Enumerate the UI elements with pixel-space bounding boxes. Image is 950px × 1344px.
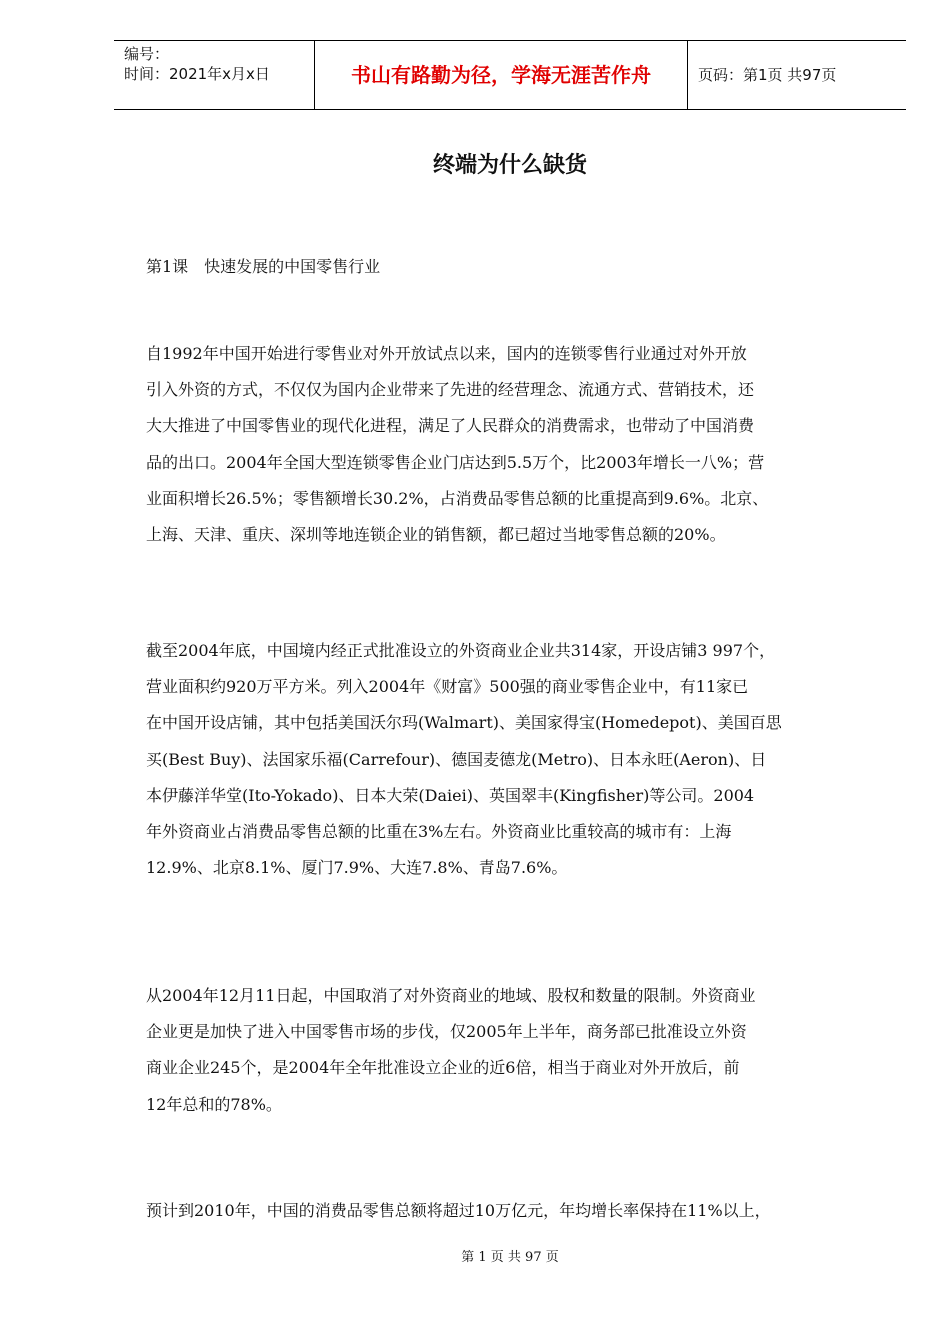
text-line: 预计到2010年，中国的消费品零售总额将超过10万亿元，年均增长率保持在11%以上，	[146, 1201, 771, 1220]
document-title: 终端为什么缺货	[432, 152, 587, 178]
text-line: 截至2004年底，中国境内经正式批准设立的外资商业企业共314家，开设店铺3 997个，	[146, 641, 776, 660]
header-meta	[114, 41, 314, 109]
text-line: 业面积增长26.5%；零售额增长30.2%，占消费品零售总额的比重提高到9.6%。北京、	[146, 488, 769, 508]
text-line: 企业更是加快了进入中国零售市场的步伐，仅2005年上半年，商务部已批准设立外资	[146, 1022, 747, 1042]
paragraph	[146, 336, 886, 553]
page-header	[114, 40, 906, 110]
header-page-number: 页码：第1页 共97页	[698, 66, 837, 84]
text-line: 大大推进了中国零售业的现代化进程，满足了人民群众的消费需求，也带动了中国消费	[146, 416, 755, 436]
text-line: 从2004年12月11日起，中国取消了对外资商业的地域、股权和数量的限制。外资商业	[146, 986, 756, 1005]
time-label: 时间：2021年x月x日	[124, 65, 270, 83]
text-line: 在中国开设店铺，其中包括美国沃尔玛(Walmart)、美国家得宝(Homedepot)、美国百思	[146, 713, 782, 733]
paragraph	[146, 633, 886, 886]
text-line: 12.9%、北京8.1%、厦门7.9%、大连7.8%、青岛7.6%。	[146, 858, 568, 878]
text-line: 本伊藤洋华堂(Ito-Yokado)、日本大荣(Daiei)、英国翠丰(Kingfisher)等公司。2004	[146, 785, 755, 805]
paragraph	[146, 978, 886, 1123]
text-line: 12年总和的78%。	[146, 1094, 282, 1114]
text-line: 商业企业245个，是2004年全年批准设立企业的近6倍，相当于商业对外开放后，前	[146, 1058, 740, 1078]
text-line: 买(Best Buy)、法国家乐福(Carrefour)、德国麦德龙(Metro)、日本永旺(Aeron)、日	[146, 749, 767, 769]
text-line: 品的出口。2004年全国大型连锁零售企业门店达到5.5万个，比2003年增长一八%；营	[146, 452, 765, 472]
text-line: 营业面积约920万平方米。列入2004年《财富》500强的商业零售企业中，有11家已	[146, 677, 749, 697]
text-line: 自1992年中国开始进行零售业对外开放试点以来，国内的连锁零售行业通过对外开放	[146, 344, 747, 363]
text-line: 年外资商业占消费品零售总额的比重在3%左右。外资商业比重较高的城市有：上海	[146, 822, 732, 842]
serial-label: 编号：	[124, 45, 170, 63]
paragraph	[146, 1193, 886, 1229]
lesson-heading: 第1课 快速发展的中国零售行业	[146, 257, 381, 276]
text-line: 上海、天津、重庆、深圳等地连锁企业的销售额，都已超过当地零售总额的20%。	[146, 525, 726, 545]
text-line: 引入外资的方式，不仅仅为国内企业带来了先进的经营理念、流通方式、营销技术，还	[146, 380, 755, 400]
header-motto: 书山有路勤为径，学海无涯苦作舟	[314, 41, 688, 109]
page-footer: 第 1 页 共 97 页	[461, 1250, 559, 1265]
